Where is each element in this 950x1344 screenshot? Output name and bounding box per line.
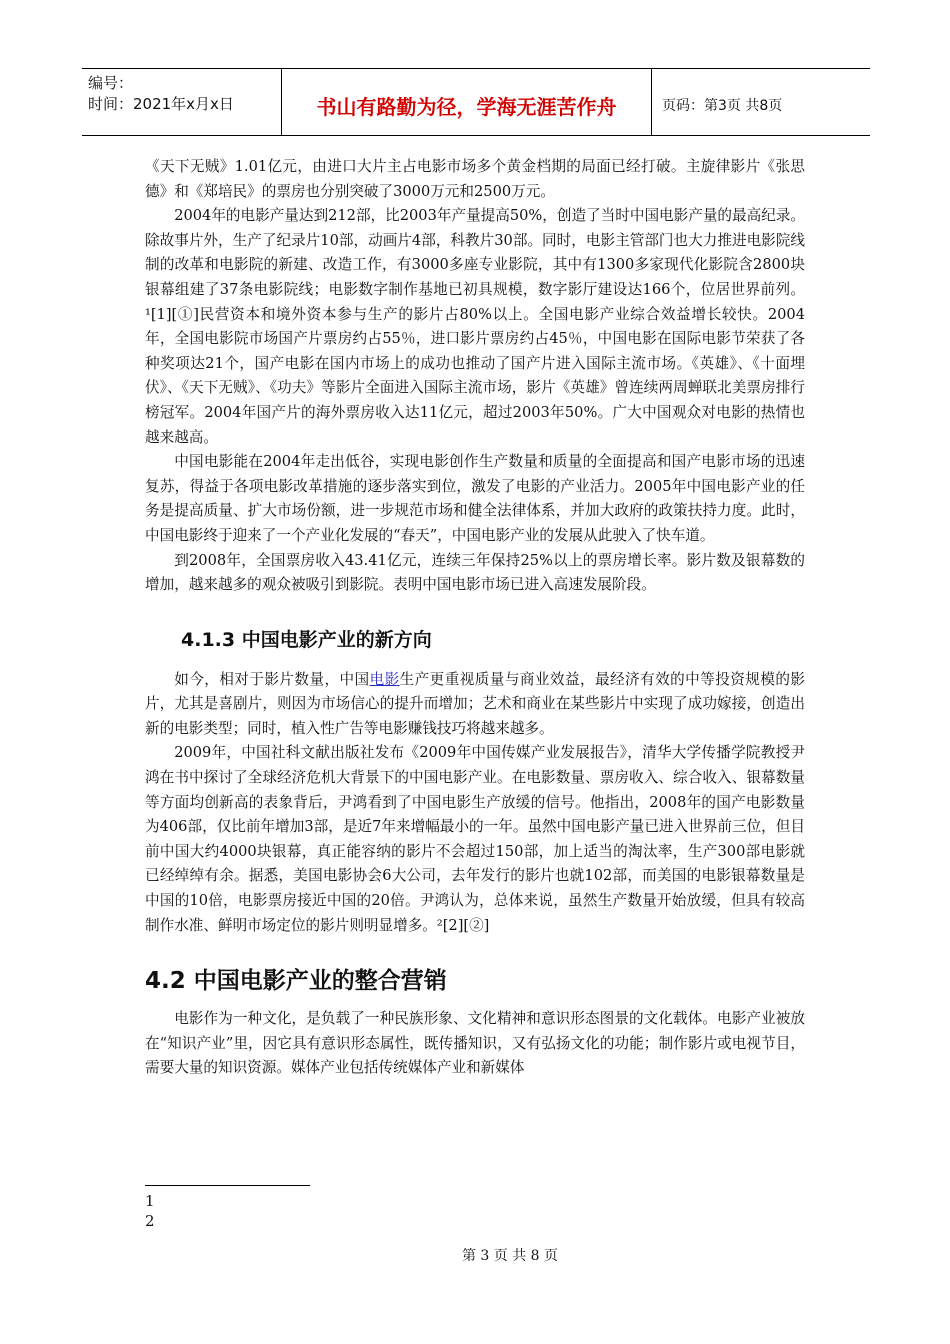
paragraph: 《天下无贼》1.01亿元，由进口大片主占电影市场多个黄金档期的局面已经打破。主旋律影片《张思德》和《郑培民》的票房也分别突破了3000万元和2500万元。 bbox=[145, 158, 805, 200]
paragraph: 电影作为一种文化，是负载了一种民族形象、文化精神和意识形态图景的文化载体。电影产业被放在“知识产业”里，因它具有意识形态属性，既传播知识，又有弘扬文化的功能；制作影片或电视节目，需要大量的知识资源。媒体产业包括传统媒体产业和新媒体 bbox=[145, 1010, 805, 1077]
paragraph: 中国电影能在2004年走出低谷，实现电影创作生产数量和质量的全面提高和国产电影市场的迅速复苏，得益于各项电影改革措施的逐步落实到位，激发了电影的产业活力。2005年中国电影产业的任务是提高质量、扩大市场份额，进一步规范市场和健全法律体系，并加大政府的政策扶持力度。此时，中国电影终于迎来了一个产业化发展的“春天”，中国电影产业的发展从此驶入了快车道。 bbox=[145, 453, 805, 544]
document-body bbox=[145, 155, 805, 1081]
section-heading-4-1-3: 4.1.3 中国电影产业的新方向 bbox=[181, 628, 432, 651]
paragraph-text: 生产更重视质量与商业效益，最经济有效的中等投资规模的影片，尤其是喜剧片，则因为市场信心的提升而增加；艺术和商业在某些影片中实现了成功嫁接，创造出新的电影类型；同时，植入性广告等电影赚钱技巧将越来越多。 bbox=[145, 670, 805, 737]
footnote-marker: 1 bbox=[145, 1192, 155, 1210]
paragraph: 2009年，中国社科文献出版社发布《2009年中国传媒产业发展报告》，清华大学传播学院教授尹鸿在书中探讨了全球经济危机大背景下的中国电影产业。在电影数量、票房收入、综合收入、银幕数量等方面均创新高的表象背后，尹鸿看到了中国电影生产放缓的信号。他指出，2008年的国产电影数量为406部，仅比前年增加3部，是近7年来增幅最小的一年。虽然中国电影产量已进入世界前三位，但目前中国大约4000块银幕，真正能容纳的影片不会超过150部，加上适当的淘汰率，生产300部电影就已经绰绰有余。据悉，美国电影协会6大公司，去年发行的影片也就102部，而美国的电影银幕数量是中国的10倍，电影票房接近中国的20倍。尹鸿认为，总体来说，虽然生产数量开始放缓，但具有较高制作水准、鲜明市场定位的影片则明显增多。²[2][②] bbox=[145, 744, 805, 934]
page-footer: 第 3 页 共 8 页 bbox=[461, 1248, 559, 1264]
page-header bbox=[82, 68, 870, 136]
footnote-divider bbox=[145, 1185, 310, 1186]
header-page-info: 页码：第3页 共8页 bbox=[662, 98, 783, 114]
header-meta bbox=[82, 69, 282, 135]
document-number-label: 编号： bbox=[88, 74, 134, 92]
paragraph bbox=[145, 668, 805, 742]
document-time-label: 时间：2021年x月x日 bbox=[88, 95, 234, 113]
paragraph: 到2008年，全国票房收入43.41亿元，连续三年保持25%以上的票房增长率。影片数及银幕数的增加，越来越多的观众被吸引到影院。表明中国电影市场已进入高速发展阶段。 bbox=[145, 551, 805, 594]
paragraph-text: 如今，相对于影片数量，中国 bbox=[174, 670, 370, 688]
footnote-marker: 2 bbox=[145, 1212, 155, 1230]
header-motto: 书山有路勤为径，学海无涯苦作舟 bbox=[282, 69, 652, 135]
film-link[interactable]: 电影 bbox=[369, 670, 400, 688]
section-heading-4-2: 4.2 中国电影产业的整合营销 bbox=[145, 968, 447, 995]
paragraph: 2004年的电影产量达到212部，比2003年产量提高50%，创造了当时中国电影产量的最高纪录。除故事片外，生产了纪录片10部，动画片4部，科教片30部。同时，电影主管部门也大力推进电影院线制的改革和电影院的新建、改造工作，有3000多座专业影院，其中有1300多家现代化影院含2800块银幕组建了37条电影院线；电影数字制作基地已初具规模，数字影厅建设达166个，位居世界前列。¹[1][①]民营资本和境外资本参与生产的影片占80%以上。全国电影产业综合效益增长较快。2004年，全国电影院市场国产片票房约占55％，进口影片票房约占45％，中国电影在国际电影节荣获了各种奖项达21个，国产电影在国内市场上的成功也推动了国产片进入国际主流市场。《英雄》、《十面埋伏》、《天下无贼》、《功夫》等影片全面进入国际主流市场，影片《英雄》曾连续两周蝉联北美票房排行榜冠军。2004年国产片的海外票房收入达11亿元，超过2003年50%。广大中国观众对电影的热情也越来越高。 bbox=[145, 207, 805, 446]
